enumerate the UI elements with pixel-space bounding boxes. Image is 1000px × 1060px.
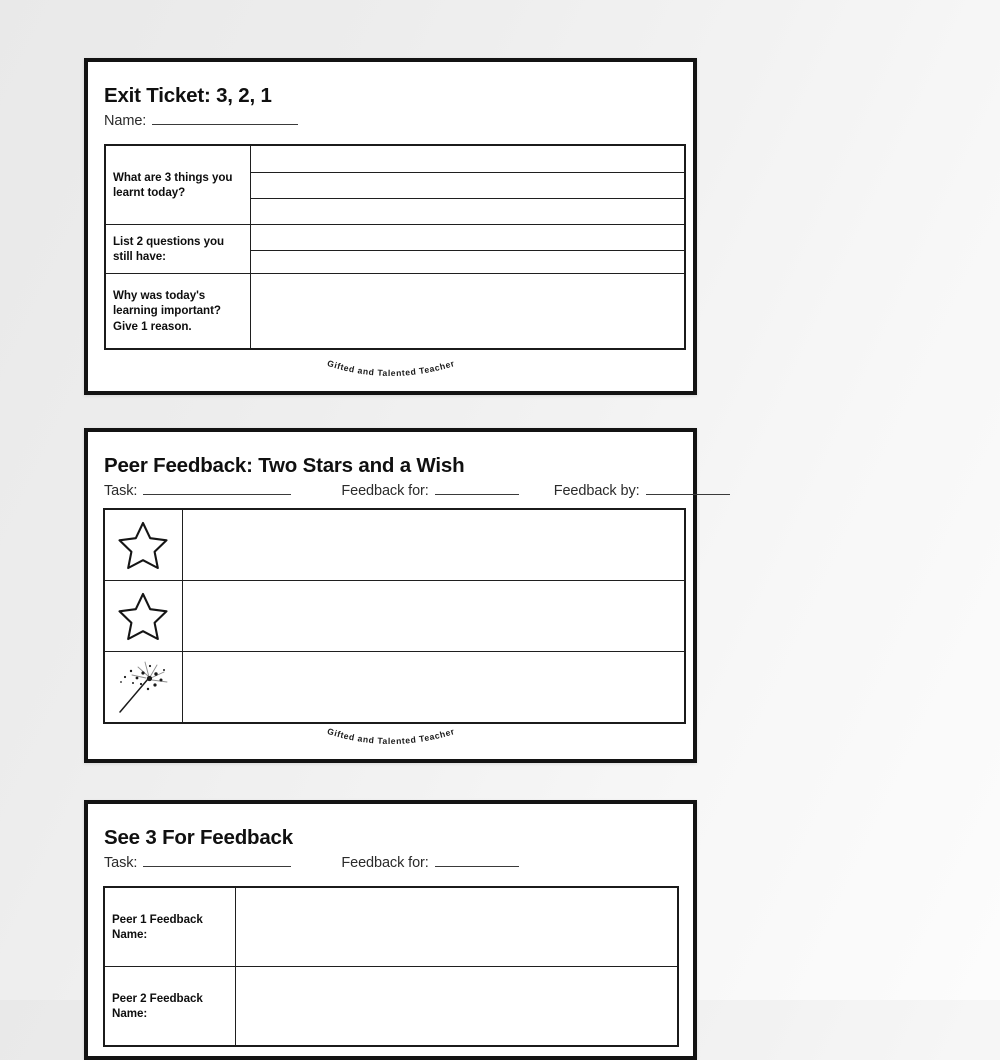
- peer-2-comment-cell[interactable]: [235, 967, 678, 1047]
- footer-logo-textpath: Gifted and Talented Teacher: [325, 358, 456, 379]
- wish-cell: [104, 652, 182, 724]
- table-row: [104, 581, 685, 652]
- peer-1-comment-cell[interactable]: [235, 887, 678, 967]
- feedback-for-label: Feedback for:: [341, 482, 429, 499]
- field-row: [104, 481, 673, 499]
- table-row: [104, 887, 678, 967]
- page-title: Peer Feedback: Two Stars and a Wish: [104, 454, 465, 477]
- feedback-for-write-line[interactable]: [435, 481, 519, 495]
- name-write-line[interactable]: [152, 111, 298, 125]
- star-cell-1: [104, 509, 182, 581]
- star-outline-icon: [117, 591, 169, 641]
- prompt-cell-peer-2: Peer 2 Feedback Name:: [104, 967, 235, 1047]
- task-field-label: Task:: [104, 482, 138, 499]
- answer-line-cell[interactable]: [250, 225, 685, 251]
- prompt-cell-why-important: Why was today's learning important? Give 1 reason.: [105, 274, 250, 350]
- feedback-for-field[interactable]: [341, 481, 518, 499]
- answer-area-cell[interactable]: [250, 274, 685, 350]
- footer-logo-textpath: Gifted and Talented Teacher: [325, 726, 456, 747]
- feedback-for-label: Feedback for:: [341, 854, 429, 871]
- table-row: [105, 145, 685, 173]
- field-row: [104, 853, 673, 871]
- worksheet-card-see-3-for-feedback: [84, 800, 697, 1060]
- task-field-label: Task:: [104, 854, 138, 871]
- feedback-by-write-line[interactable]: [646, 481, 730, 495]
- star-comment-cell-2[interactable]: [182, 581, 685, 652]
- worksheet-card-two-stars-and-a-wish: [84, 428, 697, 763]
- table-row: [105, 274, 685, 350]
- two-stars-table: [103, 508, 686, 724]
- answer-line-cell[interactable]: [250, 173, 685, 199]
- page-title: See 3 For Feedback: [104, 826, 293, 849]
- table-row: [104, 652, 685, 724]
- star-cell-2: [104, 581, 182, 652]
- field-row: [104, 111, 673, 129]
- task-field[interactable]: [104, 853, 291, 871]
- answer-line-cell[interactable]: [250, 251, 685, 274]
- name-field-label: Name:: [104, 112, 147, 129]
- page-title: Exit Ticket: 3, 2, 1: [104, 84, 272, 107]
- star-comment-cell-1[interactable]: [182, 509, 685, 581]
- task-write-line[interactable]: [143, 481, 291, 495]
- feedback-by-field[interactable]: [554, 481, 730, 499]
- star-outline-icon: [117, 520, 169, 570]
- see-three-table: [103, 886, 679, 1047]
- feedback-for-field[interactable]: [341, 853, 518, 871]
- table-row: [104, 967, 678, 1047]
- task-field[interactable]: [104, 481, 291, 499]
- prompt-cell-peer-1: Peer 1 Feedback Name:: [104, 887, 235, 967]
- name-field[interactable]: [104, 111, 298, 129]
- task-write-line[interactable]: [143, 853, 291, 867]
- wish-comment-cell[interactable]: [182, 652, 685, 724]
- worksheet-card-exit-ticket: [84, 58, 697, 395]
- feedback-for-write-line[interactable]: [435, 853, 519, 867]
- table-row: [105, 225, 685, 251]
- exit-ticket-table: [104, 144, 686, 350]
- answer-line-cell[interactable]: [250, 145, 685, 173]
- magic-wand-icon: [112, 656, 174, 718]
- prompt-cell-three-things: What are 3 things you learnt today?: [105, 145, 250, 225]
- answer-line-cell[interactable]: [250, 199, 685, 225]
- feedback-by-label: Feedback by:: [553, 482, 640, 499]
- table-row: [104, 509, 685, 581]
- prompt-cell-two-questions: List 2 questions you still have:: [105, 225, 250, 274]
